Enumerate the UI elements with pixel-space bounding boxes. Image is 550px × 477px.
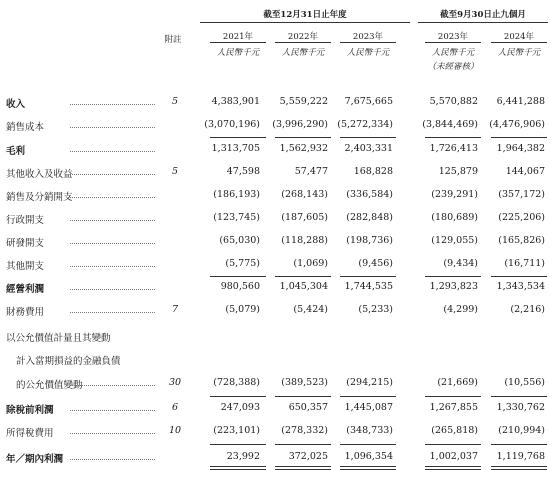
table-cell: 6,441,288 bbox=[496, 96, 545, 107]
subtotal-rule bbox=[210, 396, 266, 397]
annual-header-rule bbox=[200, 22, 410, 23]
table-cell: 5,570,882 bbox=[429, 96, 478, 107]
row-label: 除稅前利潤 bbox=[6, 405, 54, 416]
table-cell: (10,556) bbox=[504, 377, 545, 388]
nine-month-period-header: 截至9月30日止九個月 bbox=[440, 10, 526, 20]
row-label: 財務費用 bbox=[6, 307, 45, 318]
subtotal-rule bbox=[425, 276, 481, 277]
table-cell: 7,675,665 bbox=[344, 96, 393, 107]
table-cell: 247,093 bbox=[220, 402, 260, 413]
table-cell: (3,070,196) bbox=[204, 119, 260, 130]
table-cell: 1,330,762 bbox=[496, 402, 545, 413]
leader-dots bbox=[70, 243, 155, 244]
leader-dots bbox=[70, 266, 155, 267]
subtotal-rule bbox=[491, 137, 547, 138]
note-column-header: 附註 bbox=[164, 35, 182, 45]
year-underline-1 bbox=[275, 42, 331, 43]
unit-label-3: 人民幣千元 bbox=[431, 48, 475, 58]
row-label: 收入 bbox=[6, 99, 26, 110]
table-cell: (198,736) bbox=[346, 235, 393, 246]
table-cell: (180,689) bbox=[431, 212, 478, 223]
table-cell: (336,584) bbox=[346, 189, 393, 200]
unaudited-label: （未經審核） bbox=[427, 62, 479, 72]
table-cell: (118,288) bbox=[281, 235, 328, 246]
subtotal-rule bbox=[275, 444, 331, 445]
table-cell: (5,424) bbox=[293, 304, 328, 315]
table-cell: (348,733) bbox=[346, 425, 393, 436]
table-cell: (282,848) bbox=[346, 212, 393, 223]
subtotal-rule bbox=[491, 444, 547, 445]
leader-dots bbox=[70, 312, 155, 313]
subtotal-rule bbox=[425, 137, 481, 138]
table-cell: (165,826) bbox=[498, 235, 545, 246]
table-cell: (123,745) bbox=[213, 212, 260, 223]
table-cell: (65,030) bbox=[219, 235, 260, 246]
leader-dots bbox=[70, 220, 155, 221]
subtotal-rule bbox=[491, 276, 547, 277]
subtotal-rule bbox=[491, 396, 547, 397]
year-header-2: 2023年 bbox=[352, 32, 384, 42]
year-header-1: 2022年 bbox=[287, 32, 319, 42]
subtotal-rule bbox=[425, 444, 481, 445]
row-note: 30 bbox=[168, 377, 182, 388]
table-cell: 5,559,222 bbox=[279, 96, 328, 107]
leader-dots bbox=[70, 433, 155, 434]
row-label: 銷售及分銷開支 bbox=[6, 192, 73, 203]
row-label: 經營利潤 bbox=[6, 284, 45, 295]
table-cell: (187,605) bbox=[281, 212, 328, 223]
year-underline-0 bbox=[210, 42, 266, 43]
leader-dots bbox=[70, 127, 155, 128]
table-cell: 1,726,413 bbox=[429, 143, 478, 154]
table-cell: 47,598 bbox=[226, 166, 260, 177]
table-cell: (389,523) bbox=[281, 377, 328, 388]
total-double-rule bbox=[425, 469, 481, 470]
annual-period-header: 截至12月31日止年度 bbox=[263, 10, 347, 20]
table-cell: (9,456) bbox=[358, 258, 393, 269]
table-cell: (129,055) bbox=[431, 235, 478, 246]
table-cell: (16,711) bbox=[504, 258, 545, 269]
total-double-rule bbox=[275, 466, 331, 467]
total-double-rule bbox=[491, 466, 547, 467]
row-label: 的公允價值變動 bbox=[16, 380, 83, 391]
table-cell: 650,357 bbox=[288, 402, 328, 413]
unit-label-2: 人民幣千元 bbox=[346, 48, 390, 58]
table-cell: (3,844,469) bbox=[422, 119, 478, 130]
table-cell: 1,096,354 bbox=[344, 451, 393, 462]
leader-dots bbox=[70, 104, 155, 105]
table-cell: 1,313,705 bbox=[211, 143, 260, 154]
table-cell: (5,775) bbox=[225, 258, 260, 269]
table-cell: (5,233) bbox=[358, 304, 393, 315]
table-cell: 23,992 bbox=[226, 451, 260, 462]
table-cell: 1,267,855 bbox=[429, 402, 478, 413]
row-note: 7 bbox=[171, 304, 179, 315]
table-cell: 1,119,768 bbox=[496, 451, 545, 462]
table-cell: (225,206) bbox=[498, 212, 545, 223]
subtotal-rule bbox=[210, 137, 266, 138]
table-cell: (9,434) bbox=[443, 258, 478, 269]
total-double-rule bbox=[275, 469, 331, 470]
table-cell: 144,067 bbox=[505, 166, 545, 177]
row-label: 計入當期損益的金融負債 bbox=[16, 356, 121, 367]
leader-dots bbox=[70, 174, 155, 175]
row-note: 6 bbox=[171, 402, 179, 413]
row-label: 銷售成本 bbox=[6, 122, 45, 133]
subtotal-rule bbox=[275, 396, 331, 397]
row-label: 行政開支 bbox=[6, 215, 45, 226]
table-cell: 1,964,382 bbox=[496, 143, 545, 154]
table-cell: (21,669) bbox=[437, 377, 478, 388]
total-double-rule bbox=[491, 469, 547, 470]
table-cell: 57,477 bbox=[294, 166, 328, 177]
leader-dots bbox=[70, 410, 155, 411]
row-label: 所得稅費用 bbox=[6, 428, 54, 439]
leader-dots bbox=[70, 459, 155, 460]
total-double-rule bbox=[210, 466, 266, 467]
unit-label-0: 人民幣千元 bbox=[216, 48, 260, 58]
subtotal-rule bbox=[210, 444, 266, 445]
year-header-4: 2024年 bbox=[503, 32, 535, 42]
table-cell: 2,403,331 bbox=[344, 143, 393, 154]
table-cell: (223,101) bbox=[213, 425, 260, 436]
subtotal-rule bbox=[340, 137, 396, 138]
year-underline-2 bbox=[340, 42, 396, 43]
subtotal-rule bbox=[340, 444, 396, 445]
table-cell: (1,069) bbox=[293, 258, 328, 269]
table-cell: 4,383,901 bbox=[211, 96, 260, 107]
table-cell: (3,996,290) bbox=[272, 119, 328, 130]
table-cell: (278,332) bbox=[281, 425, 328, 436]
table-cell: 1,045,304 bbox=[279, 281, 328, 292]
unit-label-4: 人民幣千元 bbox=[497, 48, 541, 58]
total-double-rule bbox=[210, 469, 266, 470]
table-cell: (265,818) bbox=[431, 425, 478, 436]
table-cell: (239,291) bbox=[431, 189, 478, 200]
table-cell: 1,343,534 bbox=[496, 281, 545, 292]
table-cell: 1,293,823 bbox=[429, 281, 478, 292]
table-cell: (728,388) bbox=[213, 377, 260, 388]
table-cell: 372,025 bbox=[288, 451, 328, 462]
year-underline-4 bbox=[491, 42, 547, 43]
table-cell: 168,828 bbox=[353, 166, 393, 177]
table-cell: 980,560 bbox=[220, 281, 260, 292]
table-cell: (5,272,334) bbox=[337, 119, 393, 130]
table-cell: 1,744,535 bbox=[344, 281, 393, 292]
table-cell: (294,215) bbox=[346, 377, 393, 388]
table-cell: 1,002,037 bbox=[429, 451, 478, 462]
subtotal-rule bbox=[210, 276, 266, 277]
year-header-0: 2021年 bbox=[222, 32, 254, 42]
subtotal-rule bbox=[340, 276, 396, 277]
subtotal-rule bbox=[340, 396, 396, 397]
leader-dots bbox=[70, 385, 155, 386]
leader-dots bbox=[70, 151, 155, 152]
table-cell: (210,994) bbox=[498, 425, 545, 436]
table-cell: (268,143) bbox=[281, 189, 328, 200]
table-cell: (186,193) bbox=[213, 189, 260, 200]
row-note: 5 bbox=[171, 166, 179, 177]
row-label: 毛利 bbox=[6, 146, 26, 157]
row-note: 10 bbox=[168, 425, 182, 436]
table-cell: (357,172) bbox=[498, 189, 545, 200]
total-double-rule bbox=[340, 466, 396, 467]
table-cell: (5,079) bbox=[225, 304, 260, 315]
subtotal-rule bbox=[425, 396, 481, 397]
total-double-rule bbox=[340, 469, 396, 470]
row-note: 5 bbox=[171, 96, 179, 107]
row-label: 年／期內利潤 bbox=[6, 454, 64, 465]
table-cell: (4,476,906) bbox=[489, 119, 545, 130]
table-cell: 1,562,932 bbox=[279, 143, 328, 154]
leader-dots bbox=[70, 197, 155, 198]
total-double-rule bbox=[425, 466, 481, 467]
table-cell: 1,445,087 bbox=[344, 402, 393, 413]
row-label: 研發開支 bbox=[6, 238, 45, 249]
row-label: 其他收入及收益 bbox=[6, 169, 73, 180]
leader-dots bbox=[70, 289, 155, 290]
year-underline-3 bbox=[425, 42, 481, 43]
table-cell: 125,879 bbox=[438, 166, 478, 177]
nine-month-header-rule bbox=[418, 22, 548, 23]
table-cell: (4,299) bbox=[443, 304, 478, 315]
row-label: 以公允價值計量且其變動 bbox=[6, 333, 111, 344]
table-cell: (2,216) bbox=[510, 304, 545, 315]
subtotal-rule bbox=[275, 137, 331, 138]
year-header-3: 2023年 bbox=[437, 32, 469, 42]
unit-label-1: 人民幣千元 bbox=[281, 48, 325, 58]
row-label: 其他開支 bbox=[6, 261, 45, 272]
subtotal-rule bbox=[275, 276, 331, 277]
